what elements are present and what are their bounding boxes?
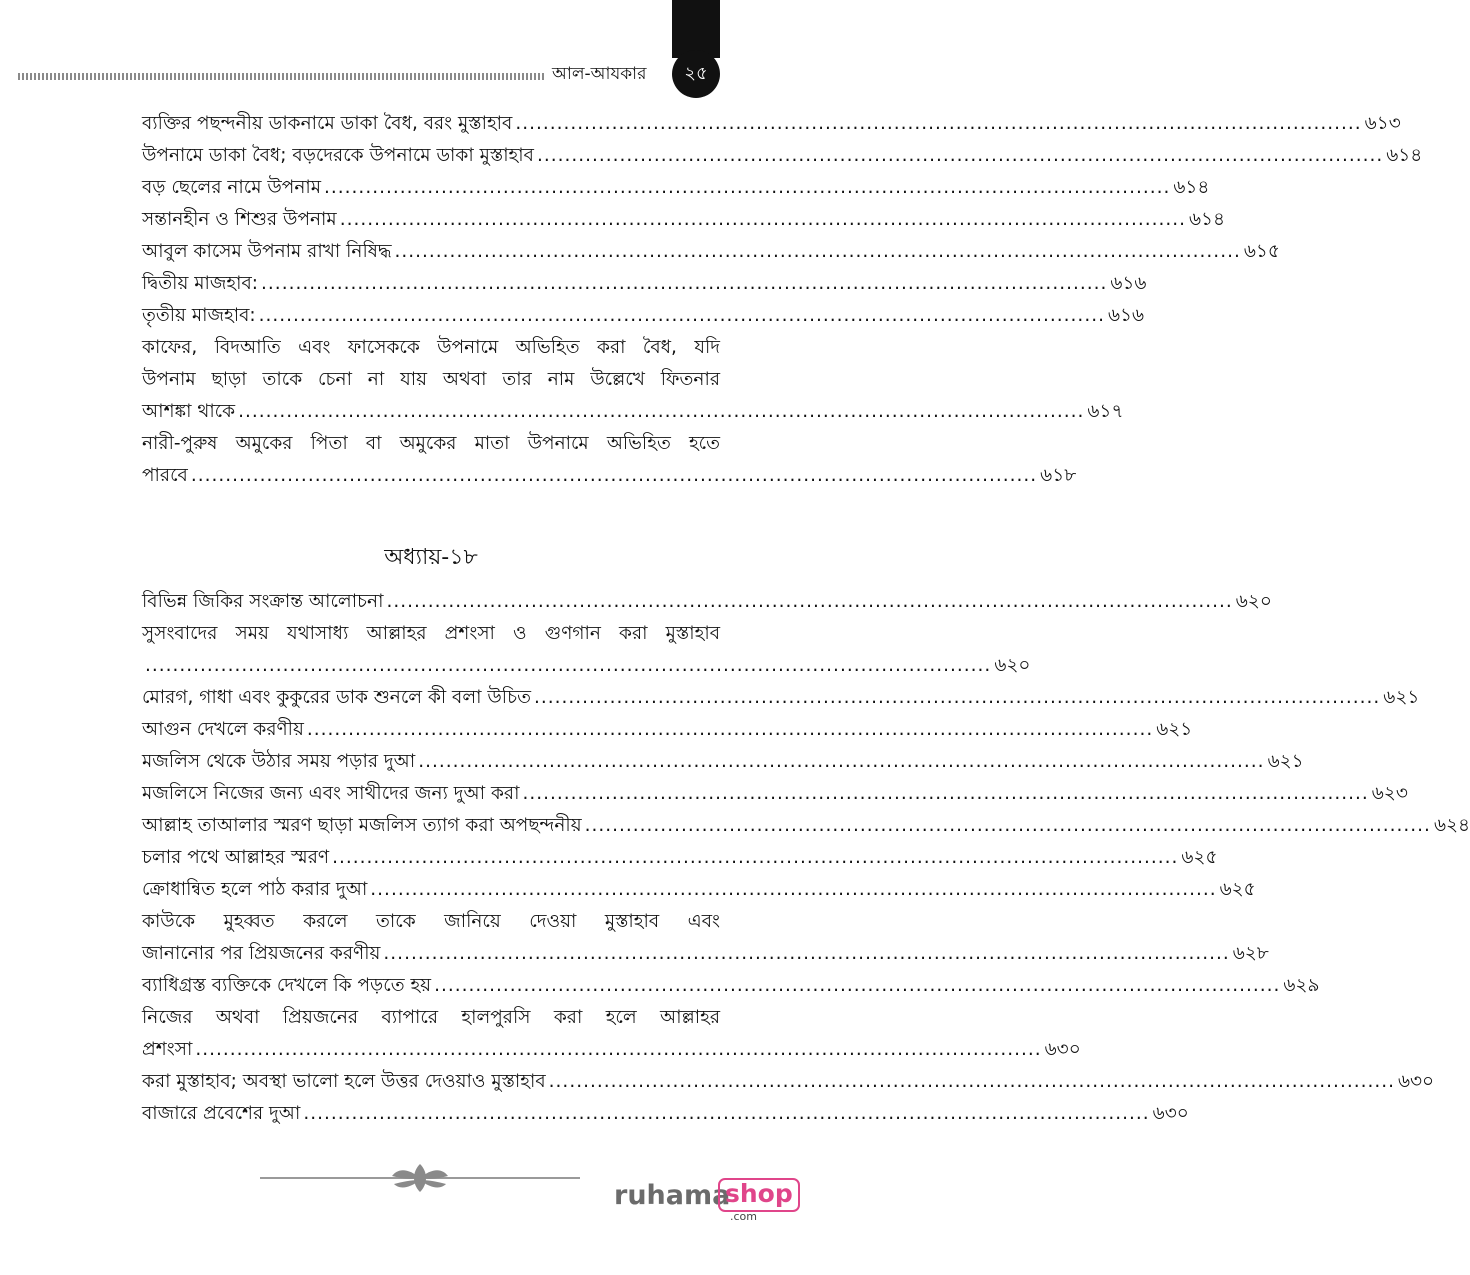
toc-entry-text: ব্যাধিগ্রস্ত ব্যক্তিকে দেখলে কি পড়তে হয় — [142, 975, 432, 996]
toc-entry-text: আগুন দেখলে করণীয় — [142, 719, 304, 740]
toc-entry-text: উপনামে ডাকা বৈধ; বড়দেরকে উপনামে ডাকা মুস্তাহাব — [142, 145, 534, 166]
toc-entry — [142, 714, 1193, 746]
toc-entry-text: মজলিসে নিজের জন্য এবং সাথীদের জন্য দুআ করা — [142, 783, 520, 804]
dot-leader: ........................................................................................................................... — [548, 1071, 1395, 1092]
dot-leader: ........................................................................................................................... — [195, 1039, 1042, 1060]
toc-page-number: ৬২১ — [1383, 687, 1420, 708]
dot-leader: ........................................................................................................................... — [522, 783, 1369, 804]
toc-page-number: ৬২৫ — [1181, 847, 1218, 868]
toc-entry-last-line — [142, 460, 1077, 492]
toc-entry — [142, 108, 1401, 140]
toc-entry-line: নারী-পুরুষ অমুকের পিতা বা অমুকের মাতা উপনামে অভিহিত হতে — [142, 433, 720, 454]
toc-entry-text: দ্বিতীয় মাজহাব: — [142, 273, 259, 294]
toc-entry-text: প্রশংসা — [142, 1039, 193, 1060]
toc-entry-text: তৃতীয় মাজহাব: — [142, 305, 256, 326]
toc-entry-text: ব্যক্তির পছন্দনীয় ডাকনামে ডাকা বৈধ, বরং মুস্তাহাব — [142, 113, 513, 134]
toc-entry — [142, 586, 1272, 618]
toc-entry-text: ক্রোধান্বিত হলে পাঠ করার দুআ — [142, 879, 368, 900]
toc-page-number: ৬১৪ — [1189, 209, 1226, 230]
toc-entry-text: মোরগ, গাধা এবং কুকুরের ডাক শুনলে কী বলা উচিত — [142, 687, 531, 708]
toc-entry — [142, 172, 1210, 204]
dot-leader: ........................................................................................................................... — [190, 465, 1038, 486]
toc-page-number: ৬১৪ — [1386, 145, 1423, 166]
toc-section-a — [142, 108, 1423, 332]
toc-entry-text: জানানোর পর প্রিয়জনের করণীয় — [142, 943, 381, 964]
toc-entry — [142, 778, 1408, 810]
toc-entry — [142, 746, 1304, 778]
toc-page-number: ৬২৪ — [1433, 815, 1470, 836]
dot-leader: ........................................................................................................................... — [339, 209, 1187, 230]
toc-section-b2 — [142, 682, 1470, 906]
toc-entry — [142, 874, 1256, 906]
toc-entry-line: উপনাম ছাড়া তাকে চেনা না যায় অথবা তার নাম উল্লেখে ফিতনার — [142, 369, 720, 390]
dot-leader: ........................................................................................................................... — [145, 655, 992, 676]
dot-leader: ........................................................................................................................... — [394, 241, 1241, 262]
logo-text-shop: shop — [718, 1178, 800, 1212]
toc-entry-nari — [142, 428, 1077, 492]
toc-page-number: ৬২৮ — [1232, 943, 1269, 964]
toc-entry-last-line — [142, 650, 1031, 682]
toc-entry — [142, 842, 1218, 874]
logo-text-domain: .com — [730, 1210, 757, 1223]
toc-entry-last-line — [142, 396, 1124, 428]
toc-entry — [142, 140, 1423, 172]
footer-ornament-icon — [260, 1162, 580, 1194]
toc-page-number: ৬১৪ — [1173, 177, 1210, 198]
dot-leader: ........................................................................................................................... — [324, 177, 1171, 198]
toc-page-number: ৬৩০ — [1044, 1039, 1081, 1060]
toc-page-number: ৬১৮ — [1040, 465, 1077, 486]
toc-entry-last-line — [142, 938, 1269, 970]
toc-page-number: ৬১৬ — [1107, 305, 1145, 326]
dot-leader: ........................................................................................................................... — [261, 273, 1108, 294]
toc-entry-last-line — [142, 1034, 1081, 1066]
table-of-contents — [142, 108, 1470, 1130]
toc-entry-line: নিজের অথবা প্রিয়জনের ব্যাপারে হালপুরসি করা হলে আল্লাহর — [142, 1007, 720, 1028]
toc-entry — [142, 682, 1420, 714]
dot-leader: ........................................................................................................................... — [515, 113, 1362, 134]
toc-page-number: ৬৩০ — [1152, 1103, 1189, 1124]
toc-page-number: ৬২০ — [1235, 591, 1272, 612]
dot-leader: ........................................................................................................................... — [434, 975, 1281, 996]
logo-text-ruhama: ruhama — [614, 1180, 731, 1211]
dot-leader: ........................................................................................................................... — [238, 401, 1085, 422]
toc-page-number: ৬৩০ — [1398, 1071, 1435, 1092]
toc-entry — [142, 1098, 1189, 1130]
toc-entry-text: আল্লাহ তাআলার স্মরণ ছাড়া মজলিস ত্যাগ করা অপছন্দনীয় — [142, 815, 582, 836]
toc-page-number: ৬২১ — [1156, 719, 1193, 740]
toc-entry — [142, 810, 1470, 842]
toc-entry-text: আবুল কাসেম উপনাম রাখা নিষিদ্ধ — [142, 241, 392, 262]
toc-entry — [142, 268, 1147, 300]
toc-section-b3 — [142, 970, 1320, 1002]
dot-leader: ........................................................................................................................... — [303, 1103, 1150, 1124]
dot-leader: ........................................................................................................................... — [258, 305, 1105, 326]
ruhamashop-logo — [614, 1174, 793, 1224]
dot-leader: ........................................................................................................................... — [306, 719, 1154, 740]
dot-leader: ........................................................................................................................... — [386, 591, 1233, 612]
dot-leader: ........................................................................................................................... — [332, 847, 1179, 868]
toc-section-b4 — [142, 1066, 1435, 1130]
toc-entry-muhabbat — [142, 906, 1269, 970]
toc-entry-kafer — [142, 332, 1124, 428]
header-rule — [18, 73, 546, 80]
dot-leader: ........................................................................................................................... — [533, 687, 1381, 708]
toc-entry-text: বিভিন্ন জিকির সংক্রান্ত আলোচনা — [142, 591, 384, 612]
toc-entry-text: বাজারে প্রবেশের দুআ — [142, 1103, 301, 1124]
toc-entry-halpurshi — [142, 1002, 1081, 1066]
toc-page-number: ৬১৫ — [1243, 241, 1280, 262]
toc-page-number: ৬১৬ — [1110, 273, 1147, 294]
toc-entry — [142, 204, 1226, 236]
toc-page-number: ৬২০ — [994, 655, 1031, 676]
toc-entry-text: আশঙ্কা থাকে — [142, 401, 236, 422]
toc-entry-line: কাফের, বিদআতি এবং ফাসেককে উপনামে অভিহিত করা বৈধ, যদি — [142, 337, 720, 358]
toc-entry-line: কাউকে মুহব্বত করলে তাকে জানিয়ে দেওয়া মুস্তাহাব এবং — [142, 911, 720, 932]
toc-entry-shusongbad — [142, 618, 1031, 682]
toc-page-number: ৬২১ — [1267, 751, 1304, 772]
dot-leader: ........................................................................................................................... — [536, 145, 1384, 166]
toc-page-number: ৬১৩ — [1364, 113, 1401, 134]
toc-entry — [142, 300, 1145, 332]
toc-page-number: ৬২৫ — [1219, 879, 1256, 900]
dot-leader: ........................................................................................................................... — [418, 751, 1265, 772]
running-header-title: আল-আযকার — [552, 64, 647, 84]
toc-entry — [142, 970, 1320, 1002]
toc-entry-text: বড় ছেলের নামে উপনাম — [142, 177, 322, 198]
toc-entry — [142, 236, 1280, 268]
toc-entry-text: মজলিস থেকে উঠার সময় পড়ার দুআ — [142, 751, 416, 772]
dot-leader: ........................................................................................................................... — [383, 943, 1230, 964]
toc-entry-text: পারবে — [142, 465, 188, 486]
toc-page-number: ৬২৯ — [1283, 975, 1320, 996]
toc-entry-text: চলার পথে আল্লাহর স্মরণ — [142, 847, 330, 868]
page-number-badge: ২৫ — [672, 50, 720, 98]
dot-leader: ........................................................................................................................... — [584, 815, 1431, 836]
toc-entry-line: সুসংবাদের সময় যথাসাধ্য আল্লাহর প্রশংসা ও গুণগান করা মুস্তাহাব — [142, 623, 720, 644]
dot-leader: ........................................................................................................................... — [370, 879, 1217, 900]
toc-entry-text: সন্তানহীন ও শিশুর উপনাম — [142, 209, 337, 230]
toc-section-b1 — [142, 586, 1272, 618]
chapter-heading: অধ্যায়-১৮ — [384, 545, 478, 570]
toc-entry-text: করা মুস্তাহাব; অবস্থা ভালো হলে উত্তর দেওয়াও মুস্তাহাব — [142, 1071, 546, 1092]
toc-page-number: ৬১৭ — [1087, 401, 1124, 422]
toc-entry — [142, 1066, 1435, 1098]
toc-page-number: ৬২৩ — [1371, 783, 1408, 804]
